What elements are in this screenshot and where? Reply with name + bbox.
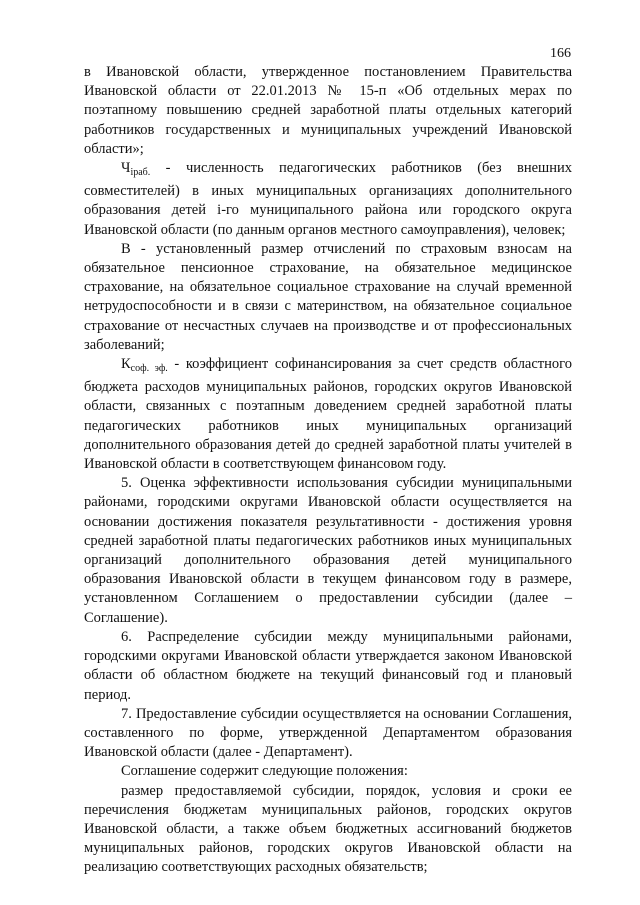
document-body (84, 63, 572, 878)
variable-ch: Ч (121, 160, 131, 177)
paragraph-resolution-reference: в Ивановской области, утвержденное постановлением Правительства Ивановской области от 22.01.2013 № 15-п «Об отдельных мерах по поэтапному повышению средней заработной платы отдельных категорий работников государственных и муниципальных учреждений Ивановской области»; (84, 64, 572, 157)
paragraph-ch-definition (84, 159, 572, 240)
paragraph-agreement-intro: Соглашение содержит следующие положения: (121, 763, 408, 780)
page-number: 166 (550, 46, 571, 61)
variable-ch-subscript: iраб. (130, 167, 151, 179)
paragraph-agreement-item: размер предоставляемой субсидии, порядок, условия и сроки ее перечисления бюджетам муниципальных районов, городских округов Ивановской области, а также объем бюджетных ассигнований бюджетов муниципальных районов, городских округов Ивановской области на реализацию соответствующих расходных обязательств; (84, 782, 572, 876)
variable-k-text: - коэффициент софинансирования за счет средств областного бюджета расходов муниципальных районов, городских округов Ивановской области, связанных с поэтапным доведением средней заработной платы педагогических работников иных муниципальных организаций дополнительного образования детей до средней заработной платы учителей в Ивановской области в соответствующем финансовом году. (84, 356, 572, 473)
paragraph-b-definition: В - установленный размер отчислений по страховым взносам на обязательное пенсионное страхование, на обязательное медицинское страхование, на обязательное социальное страхование на случай временной нетрудоспособности и в связи с материнством, на обязательное социальное страхование от несчастных случаев на производстве и от профессиональных заболеваний; (84, 240, 572, 353)
variable-ch-text: - численность педагогических работников (без внешних совместителей) в иных муниципальных организациях дополнительного образования детей i-го муниципального района или городского округа Ивановской области (по данным органов местного самоуправления), человек; (84, 160, 572, 238)
paragraph-item-6: 6. Распределение субсидии между муниципальными районами, городскими округами Ивановской области утверждается законом Ивановской области об областном бюджете на текущий финансовый год и плановый период. (84, 628, 572, 703)
variable-k-subscript: соф. эф. (130, 363, 168, 375)
paragraph-item-5: 5. Оценка эффективности использования субсидии муниципальными районами, городскими округами Ивановской области осуществляется на основании достижения показателя результативности - достижения уровня средней заработной платы педагогических работников иных муниципальных организаций дополнительного образования детей муниципального образования Ивановской области в текущем финансовом году в размере, установленном Соглашением о предоставлении субсидии (далее – Соглашение). (84, 475, 572, 626)
variable-k: К (121, 356, 131, 373)
paragraph-item-7: 7. Предоставление субсидии осуществляется на основании Соглашения, составленного по форме, утвержденной Департаментом образования Ивановской области (далее - Департамент). (84, 705, 572, 761)
paragraph-k-definition (84, 355, 572, 474)
